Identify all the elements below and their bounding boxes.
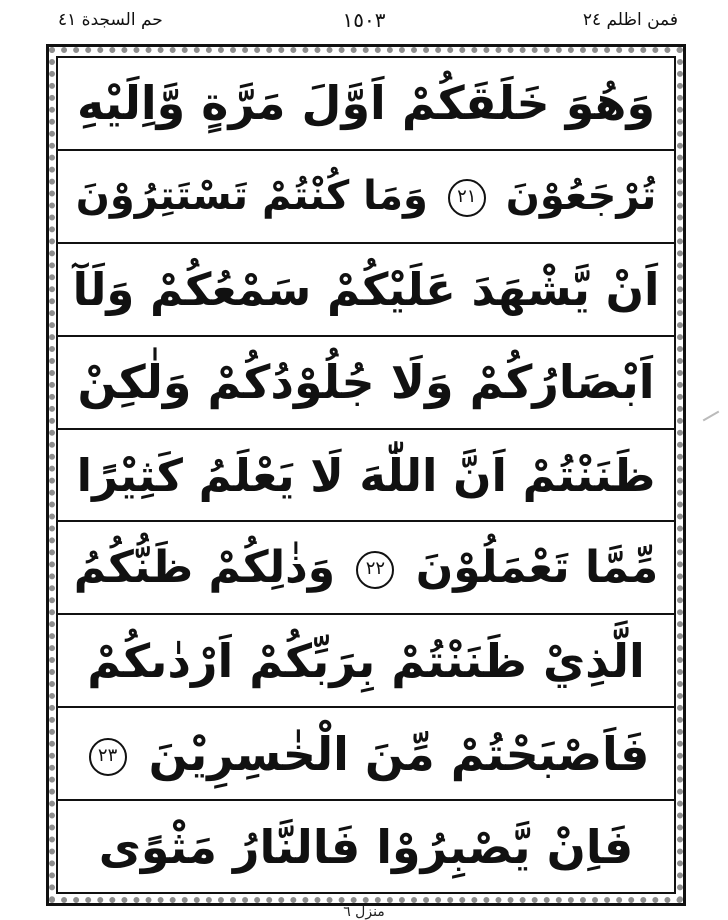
line-text-part: وَمَا كُنْتُمْ تَسْتَتِرُوْنَ	[75, 172, 428, 219]
line-text: فَاِنْ يَّصْبِرُوْا فَالنَّارُ مَثْوًى	[98, 819, 634, 874]
text-line-7	[58, 615, 674, 708]
manzil-marker: منزل ٦	[343, 904, 385, 920]
line-text: اَبْصَارُكُمْ وَلَا جُلُوْدُكُمْ وَلٰكِنْ	[77, 355, 655, 410]
line-text-part: تُرْجَعُوْنَ	[505, 172, 657, 219]
ayah-number-marker: ٢١	[448, 179, 486, 217]
text-line-6	[58, 522, 674, 615]
quran-text-lines	[58, 58, 674, 892]
line-text: اَنْ يَّشْهَدَ عَلَيْكُمْ سَمْعُكُمْ وَلَآ	[72, 262, 660, 316]
juz-name: فمن اظلم ٢٤	[582, 10, 678, 30]
text-line-4	[58, 337, 674, 430]
line-text-part: وَذٰلِكُمْ ظَنُّكُمُ	[73, 541, 336, 593]
page-header	[0, 0, 728, 46]
text-line-3	[58, 244, 674, 337]
line-text	[73, 541, 659, 593]
line-text	[83, 726, 650, 781]
line-text: ظَنَنْتُمْ اَنَّ اللّٰهَ لَا يَعْلَمُ كَثِيْرًا	[76, 448, 656, 502]
margin-mark	[703, 411, 720, 422]
text-line-2	[58, 151, 674, 244]
ayah-number-marker: ٢٣	[89, 738, 127, 776]
line-text: وَهُوَ خَلَقَكُمْ اَوَّلَ مَرَّةٍ وَّاِلَيْهِ	[76, 76, 656, 131]
text-line-1	[58, 58, 674, 151]
text-line-9	[58, 801, 674, 892]
text-line-5	[58, 430, 674, 523]
page-number: ١٥٠٣	[342, 8, 386, 32]
line-text	[75, 172, 657, 219]
line-text-part: مِّمَّا تَعْمَلُوْنَ	[415, 541, 659, 593]
ayah-number-marker: ٢٢	[356, 551, 394, 589]
line-text: الَّذِيْ ظَنَنْتُمْ بِرَبِّكُمْ اَرْدٰىكُمْ	[87, 633, 645, 688]
surah-name: حم السجدة ٤١	[58, 10, 163, 30]
line-text-part: فَاَصْبَحْتُمْ مِّنَ الْخٰسِرِيْنَ	[148, 726, 650, 781]
text-line-8	[58, 708, 674, 801]
